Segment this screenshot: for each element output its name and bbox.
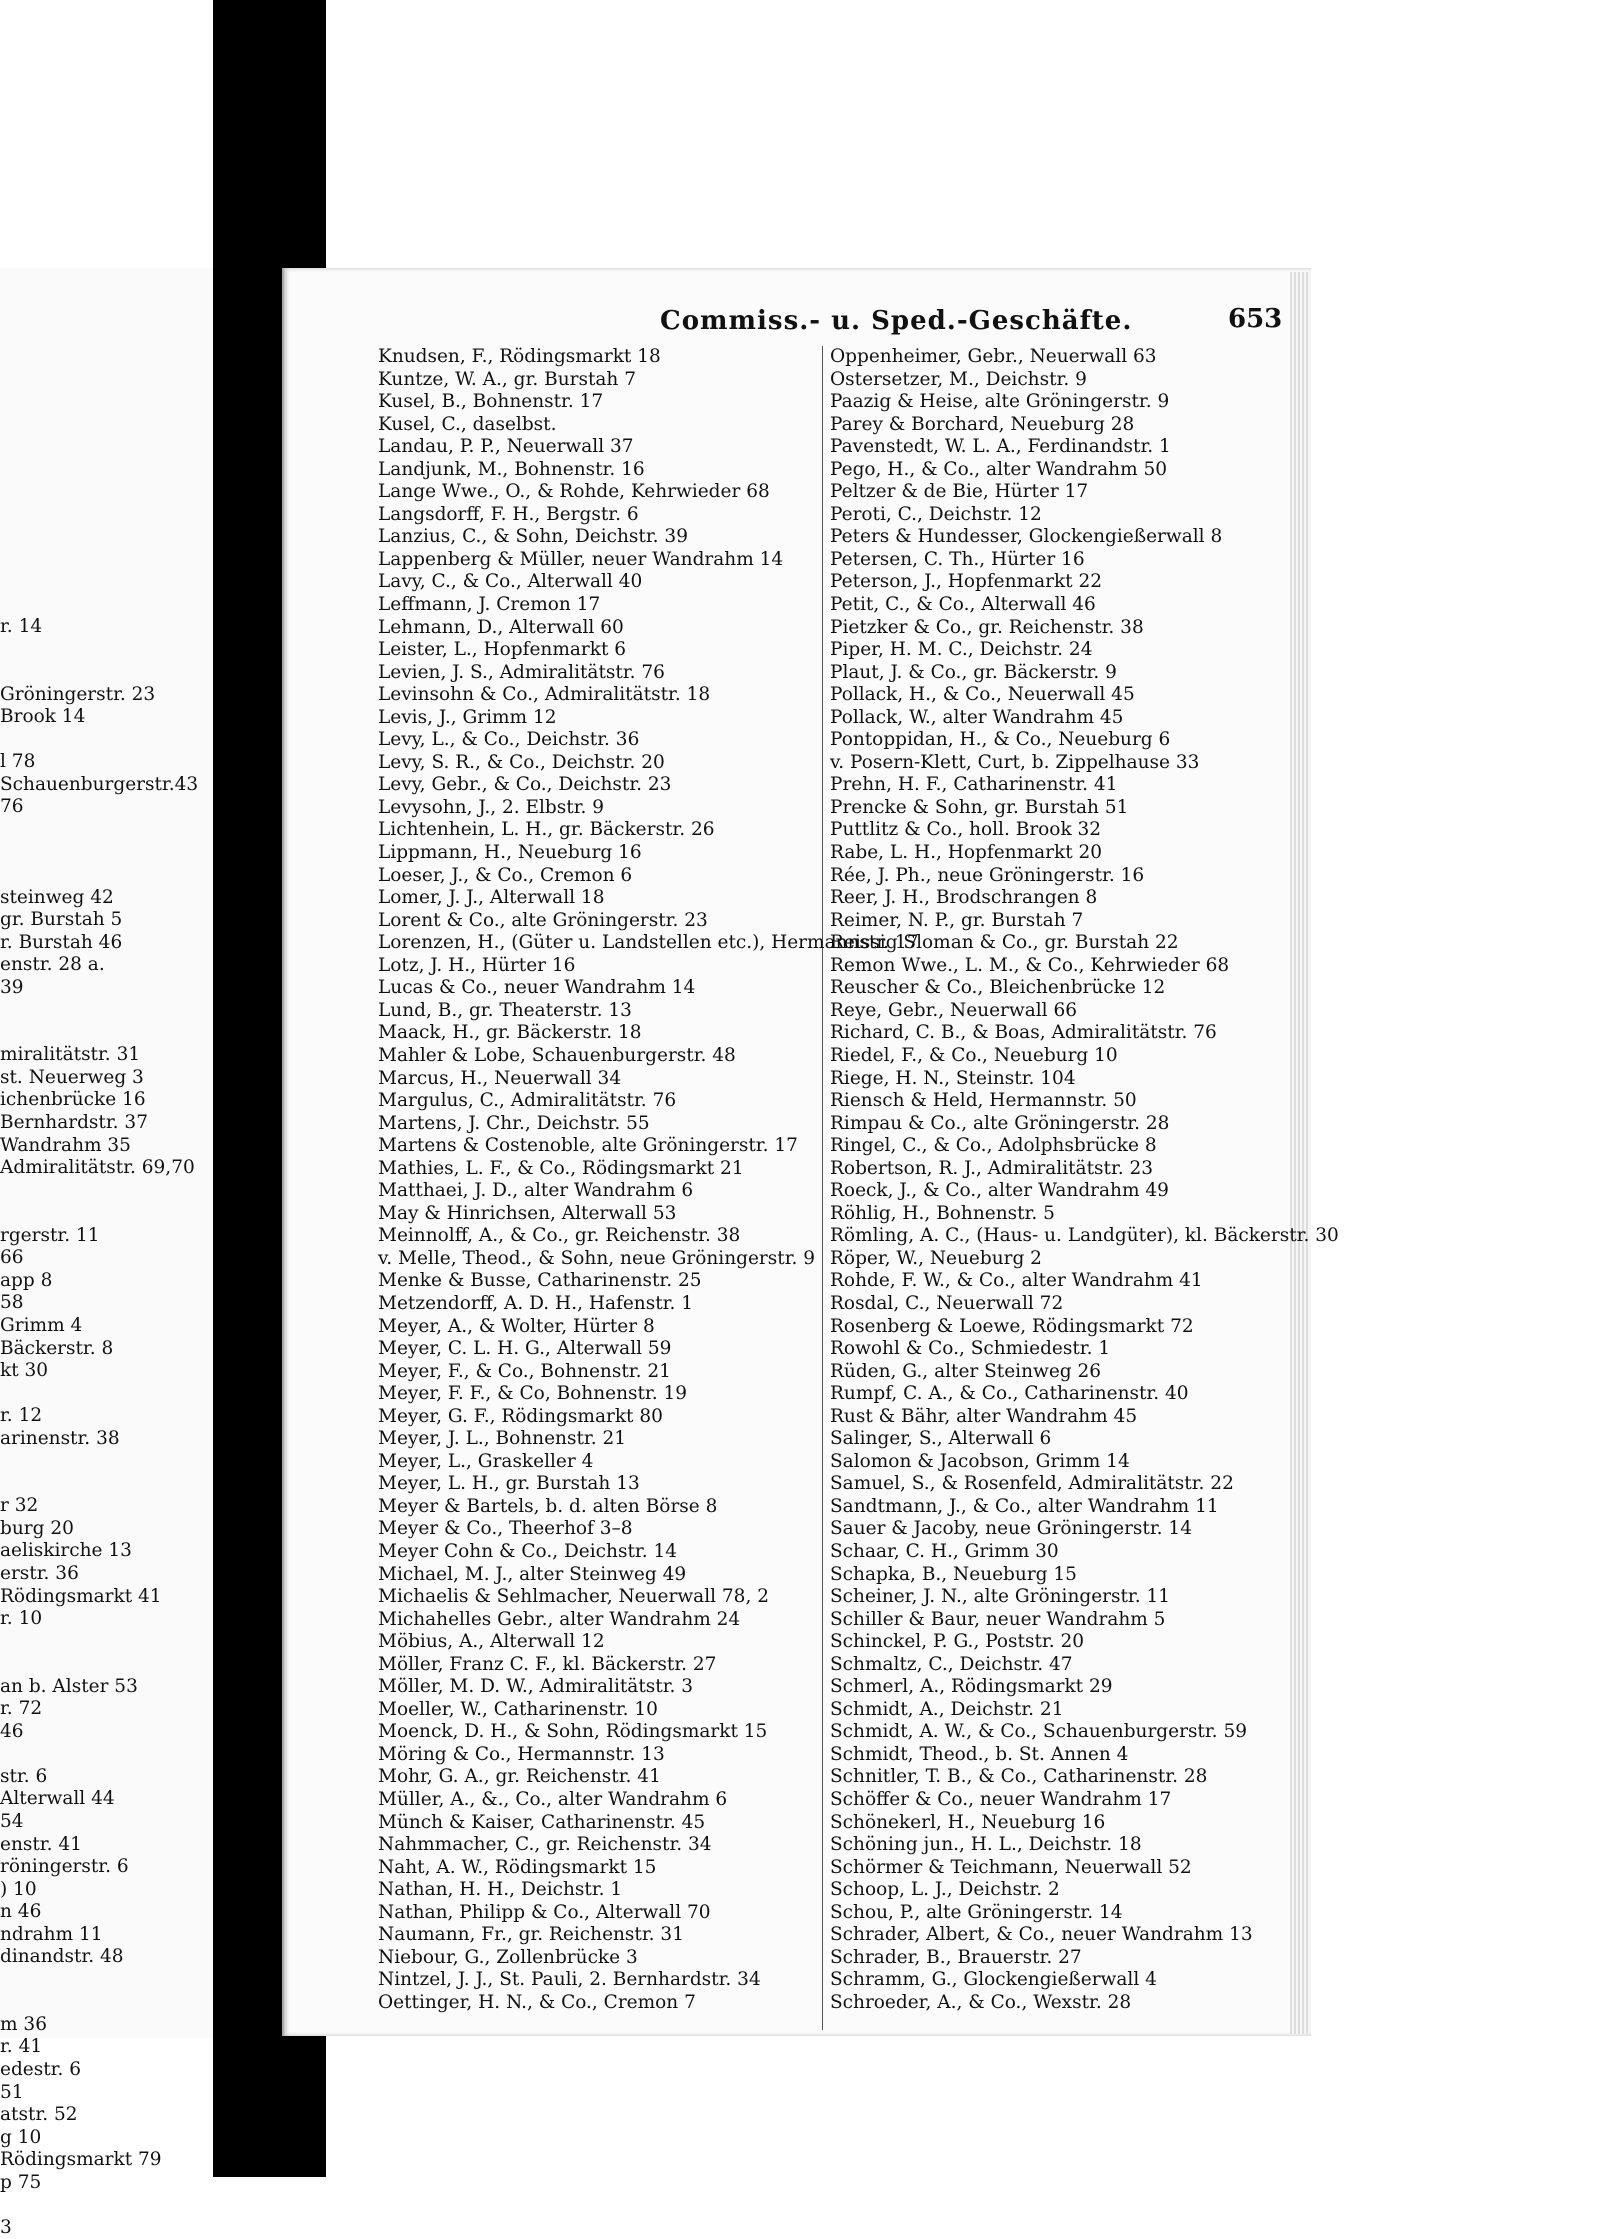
directory-entry: Reissig Sloman & Co., gr. Burstah 22 <box>830 932 1179 954</box>
left-page-fragment: enstr. 28 a. <box>0 954 105 976</box>
left-page-fragment: 54 <box>0 1810 24 1832</box>
page-header-title: Commiss.- u. Sped.-Geschäfte. <box>660 306 1133 336</box>
directory-entry: Lappenberg & Müller, neuer Wandrahm 14 <box>378 548 784 570</box>
left-page-fragment: Bernhardstr. 37 <box>0 1112 148 1134</box>
directory-entry: Münch & Kaiser, Catharinenstr. 45 <box>378 1811 706 1833</box>
left-page-fragment <box>0 1202 198 1225</box>
left-page-fragment: aeliskirche 13 <box>0 1540 132 1562</box>
directory-entry: Piper, H. M. C., Deichstr. 24 <box>830 639 1093 661</box>
directory-entry: Meyer, F. F., & Co, Bohnenstr. 19 <box>378 1383 688 1405</box>
left-page-fragment <box>0 1631 198 1654</box>
left-page-fragment: Brook 14 <box>0 706 86 728</box>
directory-entry: Remon Wwe., L. M., & Co., Kehrwieder 68 <box>830 954 1230 976</box>
left-page-fragment: dinandstr. 48 <box>0 1946 124 1968</box>
directory-entry: Peterson, J., Hopfenmarkt 22 <box>830 571 1103 593</box>
directory-entry: Lichtenhein, L. H., gr. Bäckerstr. 26 <box>378 819 715 841</box>
directory-entry: Matthaei, J. D., alter Wandrahm 6 <box>378 1180 694 1202</box>
directory-entry: Lund, B., gr. Theaterstr. 13 <box>378 999 632 1021</box>
directory-entry: Römling, A. C., (Haus- u. Landgüter), kl. Bäckerstr. 30 <box>830 1225 1339 1247</box>
directory-entry: Robertson, R. J., Admiralitätstr. 23 <box>830 1157 1154 1179</box>
directory-entry: Naht, A. W., Rödingsmarkt 15 <box>378 1856 657 1878</box>
directory-entry: Mohr, G. A., gr. Reichenstr. 41 <box>378 1766 661 1788</box>
left-page-fragment <box>0 639 198 662</box>
directory-entry: Martens & Costenoble, alte Gröningerstr. 17 <box>378 1135 798 1157</box>
directory-entry: Schrader, Albert, & Co., neuer Wandrahm 13 <box>830 1924 1253 1946</box>
directory-entry: Maack, H., gr. Bäckerstr. 18 <box>378 1022 642 1044</box>
directory-entry: Sandtmann, J., & Co., alter Wandrahm 11 <box>830 1495 1219 1517</box>
directory-entry: Leffmann, J. Cremon 17 <box>378 594 601 616</box>
left-page-fragment: r. 72 <box>0 1698 43 1720</box>
directory-entry: Rumpf, C. A., & Co., Catharinenstr. 40 <box>830 1383 1189 1405</box>
directory-entry: Sauer & Jacoby, neue Gröningerstr. 14 <box>830 1518 1192 1540</box>
directory-entry: Roeck, J., & Co., alter Wandrahm 49 <box>830 1180 1169 1202</box>
directory-entry: Michahelles Gebr., alter Wandrahm 24 <box>378 1608 741 1630</box>
left-page-fragment: r. 10 <box>0 1608 43 1630</box>
left-page-fragment: m 36 <box>0 2013 47 2035</box>
directory-entry: Reye, Gebr., Neuerwall 66 <box>830 999 1078 1021</box>
left-page-fragment <box>0 1450 198 1473</box>
directory-entry: Reimer, N. P., gr. Burstah 7 <box>830 909 1084 931</box>
directory-entry: Schmidt, A. W., & Co., Schauenburgerstr. 59 <box>830 1721 1247 1743</box>
left-page-fragment: n 46 <box>0 1901 42 1923</box>
directory-entry: Puttlitz & Co., holl. Brook 32 <box>830 819 1102 841</box>
directory-entry: Levy, S. R., & Co., Deichstr. 20 <box>378 751 665 773</box>
left-page-fragment: app 8 <box>0 1269 53 1291</box>
directory-entry: Martens, J. Chr., Deichstr. 55 <box>378 1112 650 1134</box>
directory-entry: Möller, M. D. W., Admiralitätstr. 3 <box>378 1676 694 1698</box>
directory-entry: Schöffer & Co., neuer Wandrahm 17 <box>830 1789 1172 1810</box>
left-page-fragment: Rödingsmarkt 79 <box>0 2149 162 2171</box>
directory-entry: Rüden, G., alter Steinweg 26 <box>830 1360 1102 1382</box>
left-page-fragment <box>0 1653 198 1676</box>
directory-entry: Müller, A., &., Co., alter Wandrahm 6 <box>378 1789 728 1810</box>
directory-entry: Marcus, H., Neuerwall 34 <box>378 1067 622 1089</box>
directory-entry: Leister, L., Hopfenmarkt 6 <box>378 639 627 661</box>
left-page-fragment: ndrahm 11 <box>0 1923 103 1945</box>
left-page-fragment: enstr. 41 <box>0 1833 82 1855</box>
left-page-fragment: edestr. 6 <box>0 2059 82 2080</box>
directory-entry: Rabe, L. H., Hopfenmarkt 20 <box>830 842 1103 864</box>
left-page-fragment <box>0 1991 198 2014</box>
directory-entry: Rowohl & Co., Schmiedestr. 1 <box>830 1338 1111 1360</box>
directory-entry: Meyer, F., & Co., Bohnenstr. 21 <box>378 1360 671 1382</box>
directory-entry: Schroeder, A., & Co., Wexstr. 28 <box>830 1991 1132 2013</box>
left-page-fragment: Admiralitätstr. 69,70 <box>0 1157 195 1179</box>
directory-entry: Samuel, S., & Rosenfeld, Admiralitätstr. 22 <box>830 1473 1234 1495</box>
left-page-fragment: r. 41 <box>0 2036 43 2058</box>
directory-entry: Michael, M. J., alter Steinweg 49 <box>378 1563 687 1585</box>
directory-entry: Pavenstedt, W. L. A., Ferdinandstr. 1 <box>830 436 1171 458</box>
directory-entry: Nathan, H. H., Deichstr. 1 <box>378 1879 623 1901</box>
directory-entry: Paazig & Heise, alte Gröningerstr. 9 <box>830 391 1170 413</box>
directory-entry: Michaelis & Sehlmacher, Neuerwall 78, 2 <box>378 1586 769 1608</box>
directory-entry: Schörmer & Teichmann, Neuerwall 52 <box>830 1856 1192 1878</box>
directory-entry: Meyer, C. L. H. G., Alterwall 59 <box>378 1338 672 1360</box>
directory-entry: Salomon & Jacobson, Grimm 14 <box>830 1450 1130 1472</box>
directory-entry: Riedel, F., & Co., Neueburg 10 <box>830 1044 1118 1066</box>
directory-entry: Meyer, L., Graskeller 4 <box>378 1450 594 1472</box>
directory-entry: Lavy, C., & Co., Alterwall 40 <box>378 571 643 593</box>
directory-entry: Nahmmacher, C., gr. Reichenstr. 34 <box>378 1834 712 1856</box>
left-page-fragment <box>0 1473 198 1496</box>
directory-entry: Levy, L., & Co., Deichstr. 36 <box>378 729 640 751</box>
left-page-fragment: kt 30 <box>0 1360 49 1382</box>
left-page-fragment <box>0 819 198 842</box>
directory-entry: Oppenheimer, Gebr., Neuerwall 63 <box>830 346 1157 367</box>
left-page-fragment: gr. Burstah 5 <box>0 909 123 931</box>
directory-column-right <box>830 346 1339 2014</box>
left-page-fragment: steinweg 42 <box>0 886 114 908</box>
directory-entry: Lippmann, H., Neueburg 16 <box>378 842 642 864</box>
directory-entry: Röhlig, H., Bohnenstr. 5 <box>830 1202 1055 1224</box>
directory-entry: Meyer, J. L., Bohnenstr. 21 <box>378 1428 626 1450</box>
left-page-fragment <box>0 1969 198 1992</box>
left-page-fragment: r 32 <box>0 1495 39 1517</box>
left-page-fragment: Grimm 4 <box>0 1314 83 1336</box>
directory-entry: Niebour, G., Zollenbrücke 3 <box>378 1946 638 1968</box>
directory-entry: Schinckel, P. G., Poststr. 20 <box>830 1631 1085 1653</box>
page-number: 653 <box>1228 304 1283 334</box>
left-page-fragment: 3 <box>0 2216 12 2238</box>
directory-entry: Landjunk, M., Bohnenstr. 16 <box>378 458 645 480</box>
left-page-fragment: Gröningerstr. 23 <box>0 683 156 705</box>
directory-entry: v. Melle, Theod., & Sohn, neue Gröningerstr. 9 <box>378 1247 816 1269</box>
left-page-fragment: atstr. 52 <box>0 2104 78 2126</box>
directory-entry: Peltzer & de Bie, Hürter 17 <box>830 481 1089 503</box>
directory-entry: v. Posern-Klett, Curt, b. Zippelhause 33 <box>830 751 1200 773</box>
directory-entry: Schmaltz, C., Deichstr. 47 <box>830 1653 1073 1675</box>
left-page-fragment: Alterwall 44 <box>0 1788 115 1810</box>
left-page-fragment <box>0 1383 198 1406</box>
directory-entry: Schou, P., alte Gröningerstr. 14 <box>830 1901 1123 1923</box>
directory-entry: Schönekerl, H., Neueburg 16 <box>830 1811 1106 1833</box>
directory-entry: Lucas & Co., neuer Wandrahm 14 <box>378 977 696 999</box>
directory-entry: Ostersetzer, M., Deichstr. 9 <box>830 368 1087 390</box>
directory-entry: Levis, J., Grimm 12 <box>378 706 557 728</box>
left-page-fragment <box>0 729 198 752</box>
directory-entry: Schiller & Baur, neuer Wandrahm 5 <box>830 1608 1166 1630</box>
left-page-fragment <box>0 841 198 864</box>
directory-entry: Mathies, L. F., & Co., Rödingsmarkt 21 <box>378 1157 744 1179</box>
directory-entry: Levy, Gebr., & Co., Deichstr. 23 <box>378 774 672 796</box>
left-page-fragment: ) 10 <box>0 1878 37 1900</box>
left-page-fragment: miralitätstr. 31 <box>0 1044 141 1066</box>
directory-entry: Lehmann, D., Alterwall 60 <box>378 616 624 638</box>
directory-entry: Petit, C., & Co., Alterwall 46 <box>830 594 1096 616</box>
directory-entry: Meyer, A., & Wolter, Hürter 8 <box>378 1315 655 1337</box>
left-page-fragment <box>0 2194 198 2217</box>
left-page-fragment: ichenbrücke 16 <box>0 1089 146 1111</box>
directory-entry: Meinnolff, A., & Co., gr. Reichenstr. 38 <box>378 1225 741 1247</box>
directory-entry: Lotz, J. H., Hürter 16 <box>378 954 576 976</box>
directory-entry: Scheiner, J. N., alte Gröningerstr. 11 <box>830 1586 1171 1608</box>
directory-entry: Nathan, Philipp & Co., Alterwall 70 <box>378 1901 711 1923</box>
directory-entry: Parey & Borchard, Neueburg 28 <box>830 413 1135 435</box>
left-page-fragment <box>0 1743 198 1766</box>
directory-entry: Pollack, W., alter Wandrahm 45 <box>830 706 1124 728</box>
left-page-fragment: r. 14 <box>0 616 43 637</box>
directory-entry: Lorenzen, H., (Güter u. Landstellen etc.), Hermannstr. 17 <box>378 932 919 954</box>
directory-entry: Moenck, D. H., & Sohn, Rödingsmarkt 15 <box>378 1721 768 1743</box>
left-page-fragment <box>0 1180 198 1203</box>
directory-entry: Pontoppidan, H., & Co., Neueburg 6 <box>830 729 1171 751</box>
directory-entry: Kusel, C., daselbst. <box>378 413 557 435</box>
directory-entry: Kuntze, W. A., gr. Burstah 7 <box>378 368 636 390</box>
directory-entry: Rosdal, C., Neuerwall 72 <box>830 1292 1064 1314</box>
directory-entry: Meyer & Bartels, b. d. alten Börse 8 <box>378 1495 718 1517</box>
left-page-fragment <box>0 864 198 887</box>
left-page-fragment: 51 <box>0 2081 24 2103</box>
left-page-fragment: Wandrahm 35 <box>0 1134 131 1156</box>
directory-entry: Langsdorff, F. H., Bergstr. 6 <box>378 503 639 525</box>
directory-entry: Metzendorff, A. D. H., Hafenstr. 1 <box>378 1292 693 1314</box>
directory-entry: Lanzius, C., & Sohn, Deichstr. 39 <box>378 526 688 548</box>
directory-entry: Meyer, G. F., Rödingsmarkt 80 <box>378 1405 663 1427</box>
directory-entry: Naumann, Fr., gr. Reichenstr. 31 <box>378 1924 684 1946</box>
directory-entry: Loeser, J., & Co., Cremon 6 <box>378 864 633 886</box>
directory-entry: Riensch & Held, Hermannstr. 50 <box>830 1090 1137 1112</box>
directory-entry: Schoop, L. J., Deichstr. 2 <box>830 1879 1060 1901</box>
directory-entry: Knudsen, F., Rödingsmarkt 18 <box>378 346 661 367</box>
directory-entry: Rimpau & Co., alte Gröningerstr. 28 <box>830 1112 1170 1134</box>
directory-entry: Pietzker & Co., gr. Reichenstr. 38 <box>830 616 1144 638</box>
directory-entry: Peters & Hundesser, Glockengießerwall 8 <box>830 526 1223 548</box>
left-page-fragment: str. 6 <box>0 1765 48 1787</box>
directory-entry: Meyer Cohn & Co., Deichstr. 14 <box>378 1540 677 1562</box>
left-page-fragment: arinenstr. 38 <box>0 1427 120 1449</box>
directory-entry: Reer, J. H., Brodschrangen 8 <box>830 887 1098 909</box>
directory-entry: Schmerl, A., Rödingsmarkt 29 <box>830 1676 1113 1698</box>
directory-entry: Möring & Co., Hermannstr. 13 <box>378 1743 665 1765</box>
directory-entry: Möbius, A., Alterwall 12 <box>378 1631 605 1653</box>
left-page-fragment: st. Neuerweg 3 <box>0 1066 144 1088</box>
left-page-fragment: r. 12 <box>0 1405 43 1427</box>
left-page-fragment: r. Burstah 46 <box>0 931 123 953</box>
directory-entry: Schapka, B., Neueburg 15 <box>830 1563 1077 1585</box>
left-page-fragment <box>0 999 198 1022</box>
directory-entry: Levinsohn & Co., Admiralitätstr. 18 <box>378 684 711 706</box>
left-page-fragment: rgerstr. 11 <box>0 1224 100 1246</box>
directory-entry: Kusel, B., Bohnenstr. 17 <box>378 391 604 413</box>
directory-entry: Levien, J. S., Admiralitätstr. 76 <box>378 661 665 683</box>
left-page-fragment: p 75 <box>0 2171 42 2193</box>
left-page-fragment: Bäckerstr. 8 <box>0 1337 114 1359</box>
directory-entry: Moeller, W., Catharinenstr. 10 <box>378 1698 658 1720</box>
left-page-fragment: röningerstr. 6 <box>0 1856 129 1878</box>
directory-entry: Pego, H., & Co., alter Wandrahm 50 <box>830 458 1168 480</box>
directory-entry: Petersen, C. Th., Hürter 16 <box>830 548 1085 570</box>
directory-entry: Schramm, G., Glockengießerwall 4 <box>830 1969 1157 1991</box>
directory-entry: Rée, J. Ph., neue Gröningerstr. 16 <box>830 864 1145 886</box>
directory-entry: Schmidt, A., Deichstr. 21 <box>830 1698 1064 1720</box>
directory-entry: Lomer, J. J., Alterwall 18 <box>378 887 605 909</box>
directory-entry: Ringel, C., & Co., Adolphsbrücke 8 <box>830 1135 1157 1157</box>
directory-entry: Lange Wwe., O., & Rohde, Kehrwieder 68 <box>378 481 770 503</box>
left-page-fragment: an b. Alster 53 <box>0 1675 138 1697</box>
directory-entry: Menke & Busse, Catharinenstr. 25 <box>378 1270 702 1292</box>
left-page-fragment: g 10 <box>0 2126 42 2148</box>
directory-entry: Schmidt, Theod., b. St. Annen 4 <box>830 1743 1129 1765</box>
directory-entry: Meyer, L. H., gr. Burstah 13 <box>378 1473 640 1495</box>
directory-entry: Schrader, B., Brauerstr. 27 <box>830 1946 1082 1968</box>
left-page-fragment: burg 20 <box>0 1517 74 1539</box>
directory-entry: Prencke & Sohn, gr. Burstah 51 <box>830 796 1129 818</box>
directory-entry: Schaar, C. H., Grimm 30 <box>830 1540 1059 1562</box>
directory-entry: Reuscher & Co., Bleichenbrücke 12 <box>830 977 1166 999</box>
directory-entry: Richard, C. B., & Boas, Admiralitätstr. 76 <box>830 1022 1217 1044</box>
directory-entry: Salinger, S., Alterwall 6 <box>830 1428 1052 1450</box>
directory-entry: Peroti, C., Deichstr. 12 <box>830 503 1042 525</box>
left-page-fragment: Rödingsmarkt 41 <box>0 1585 162 1607</box>
left-page-fragments <box>0 616 198 2239</box>
directory-entry: Lorent & Co., alte Gröningerstr. 23 <box>378 909 708 931</box>
directory-entry: Schöning jun., H. L., Deichstr. 18 <box>830 1834 1142 1856</box>
left-page-fragment <box>0 661 198 684</box>
directory-entry: Schnitler, T. B., & Co., Catharinenstr. 28 <box>830 1766 1208 1788</box>
left-page-fragment: 76 <box>0 796 24 818</box>
directory-entry: Levysohn, J., 2. Elbstr. 9 <box>378 796 605 818</box>
left-page-fragment: Schauenburgerstr.43 <box>0 773 199 795</box>
directory-entry: Rosenberg & Loewe, Rödingsmarkt 72 <box>830 1315 1194 1337</box>
directory-entry: Margulus, C., Admiralitätstr. 76 <box>378 1090 677 1112</box>
directory-entry: Pollack, H., & Co., Neuerwall 45 <box>830 684 1135 706</box>
directory-entry: Nintzel, J. J., St. Pauli, 2. Bernhardstr. 34 <box>378 1969 761 1991</box>
left-page-fragment: erstr. 36 <box>0 1562 79 1584</box>
left-page-fragment: 39 <box>0 976 24 998</box>
directory-entry: Röper, W., Neueburg 2 <box>830 1247 1042 1269</box>
left-page-fragment <box>0 1022 198 1045</box>
directory-entry: Landau, P. P., Neuerwall 37 <box>378 436 634 458</box>
directory-entry: Oettinger, H. N., & Co., Cremon 7 <box>378 1991 696 2013</box>
directory-entry: Möller, Franz C. F., kl. Bäckerstr. 27 <box>378 1653 717 1675</box>
left-page-fragment: 66 <box>0 1247 24 1269</box>
left-page-fragment: l 78 <box>0 751 36 773</box>
directory-entry: Meyer & Co., Theerhof 3–8 <box>378 1518 633 1540</box>
directory-entry: Rohde, F. W., & Co., alter Wandrahm 41 <box>830 1270 1203 1292</box>
directory-entry: Plaut, J. & Co., gr. Bäckerstr. 9 <box>830 661 1117 683</box>
directory-entry: May & Hinrichsen, Alterwall 53 <box>378 1202 677 1224</box>
directory-entry: Riege, H. N., Steinstr. 104 <box>830 1067 1076 1089</box>
directory-entry: Rust & Bähr, alter Wandrahm 45 <box>830 1405 1138 1427</box>
directory-entry: Mahler & Lobe, Schauenburgerstr. 48 <box>378 1044 736 1066</box>
left-page-fragment: 46 <box>0 1720 24 1742</box>
directory-entry: Prehn, H. F., Catharinenstr. 41 <box>830 774 1118 796</box>
left-page-fragment: 58 <box>0 1292 24 1314</box>
